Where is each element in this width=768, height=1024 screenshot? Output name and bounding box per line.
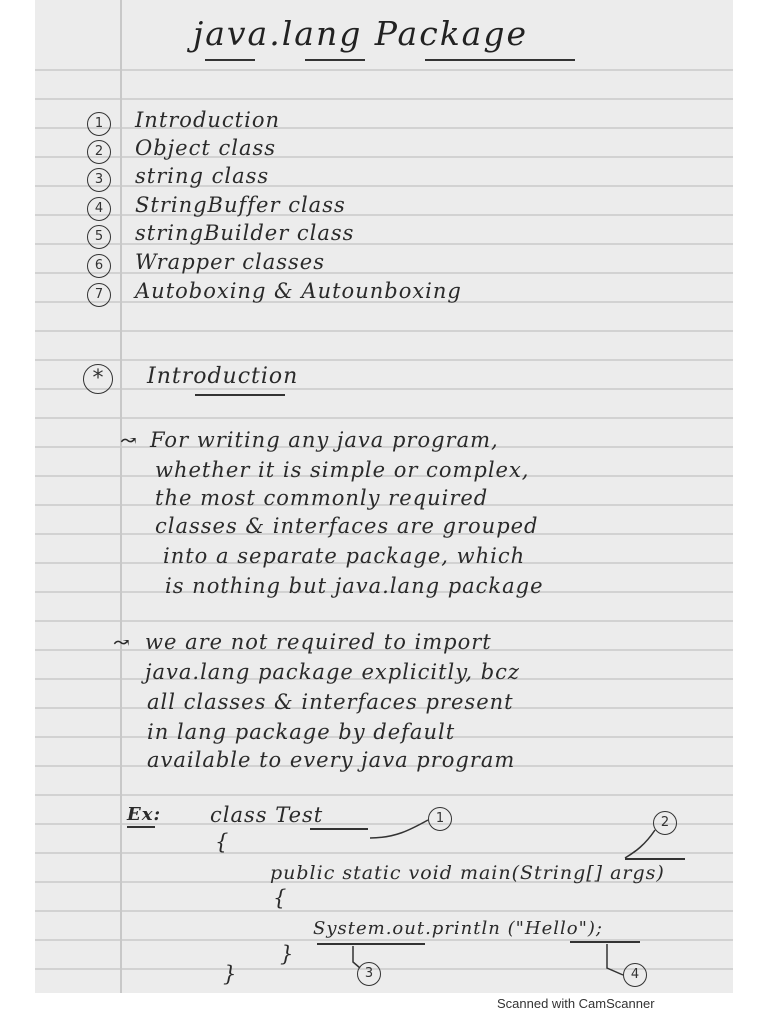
callout-4: 4 <box>623 963 647 987</box>
para-line: is nothing but java.lang package <box>165 574 544 598</box>
callout-1: 1 <box>428 807 452 831</box>
code-brace: { <box>215 830 230 854</box>
toc-number: 7 <box>87 283 111 307</box>
toc-item: Introduction <box>135 108 280 132</box>
toc-item: Object class <box>135 136 277 160</box>
code-brace: } <box>280 942 295 966</box>
code-brace: } <box>223 962 238 986</box>
section-heading: Introduction <box>147 364 299 389</box>
code-brace: { <box>273 886 288 910</box>
notebook-page <box>35 0 733 993</box>
para-line: all classes & interfaces present <box>147 690 514 714</box>
para-line: the most commonly required <box>155 486 489 510</box>
para-line: available to every java program <box>147 748 516 772</box>
toc-number: 1 <box>87 112 111 136</box>
toc-item: Wrapper classes <box>135 250 325 274</box>
toc-item: stringBuilder class <box>135 221 355 245</box>
toc-item: Autoboxing & Autounboxing <box>135 279 462 303</box>
para-line: we are not required to import <box>145 630 492 654</box>
arrow-bullet-icon: ↝ <box>113 630 131 654</box>
toc-number: 2 <box>87 140 111 164</box>
para-line: into a separate package, which <box>163 544 526 568</box>
para-line: classes & interfaces are grouped <box>155 514 539 538</box>
callout-3: 3 <box>357 962 381 986</box>
para-line: For writing any java program, <box>150 428 499 452</box>
toc-number: 6 <box>87 254 111 278</box>
arrow-bullet-icon: ↝ <box>120 428 138 452</box>
para-line: in lang package by default <box>147 720 456 744</box>
para-line: whether it is simple or complex, <box>155 458 530 482</box>
toc-number: 5 <box>87 225 111 249</box>
code-main-line: public static void main(String[] args) <box>270 862 665 884</box>
toc-number: 3 <box>87 168 111 192</box>
example-label: Ex: <box>127 804 162 825</box>
toc-number: 4 <box>87 197 111 221</box>
code-println-line: System.out.println ("Hello"); <box>313 918 603 939</box>
callout-connectors <box>35 0 733 993</box>
page-title: java.lang Package <box>193 14 529 53</box>
toc-item: string class <box>135 164 270 188</box>
callout-2: 2 <box>653 811 677 835</box>
asterisk-bullet-icon: * <box>83 364 113 394</box>
para-line: java.lang package explicitly, bcz <box>145 660 520 684</box>
code-class-line: class Test <box>210 803 324 827</box>
toc-item: StringBuffer class <box>135 193 346 217</box>
scanner-watermark: Scanned with CamScanner <box>497 996 655 1011</box>
